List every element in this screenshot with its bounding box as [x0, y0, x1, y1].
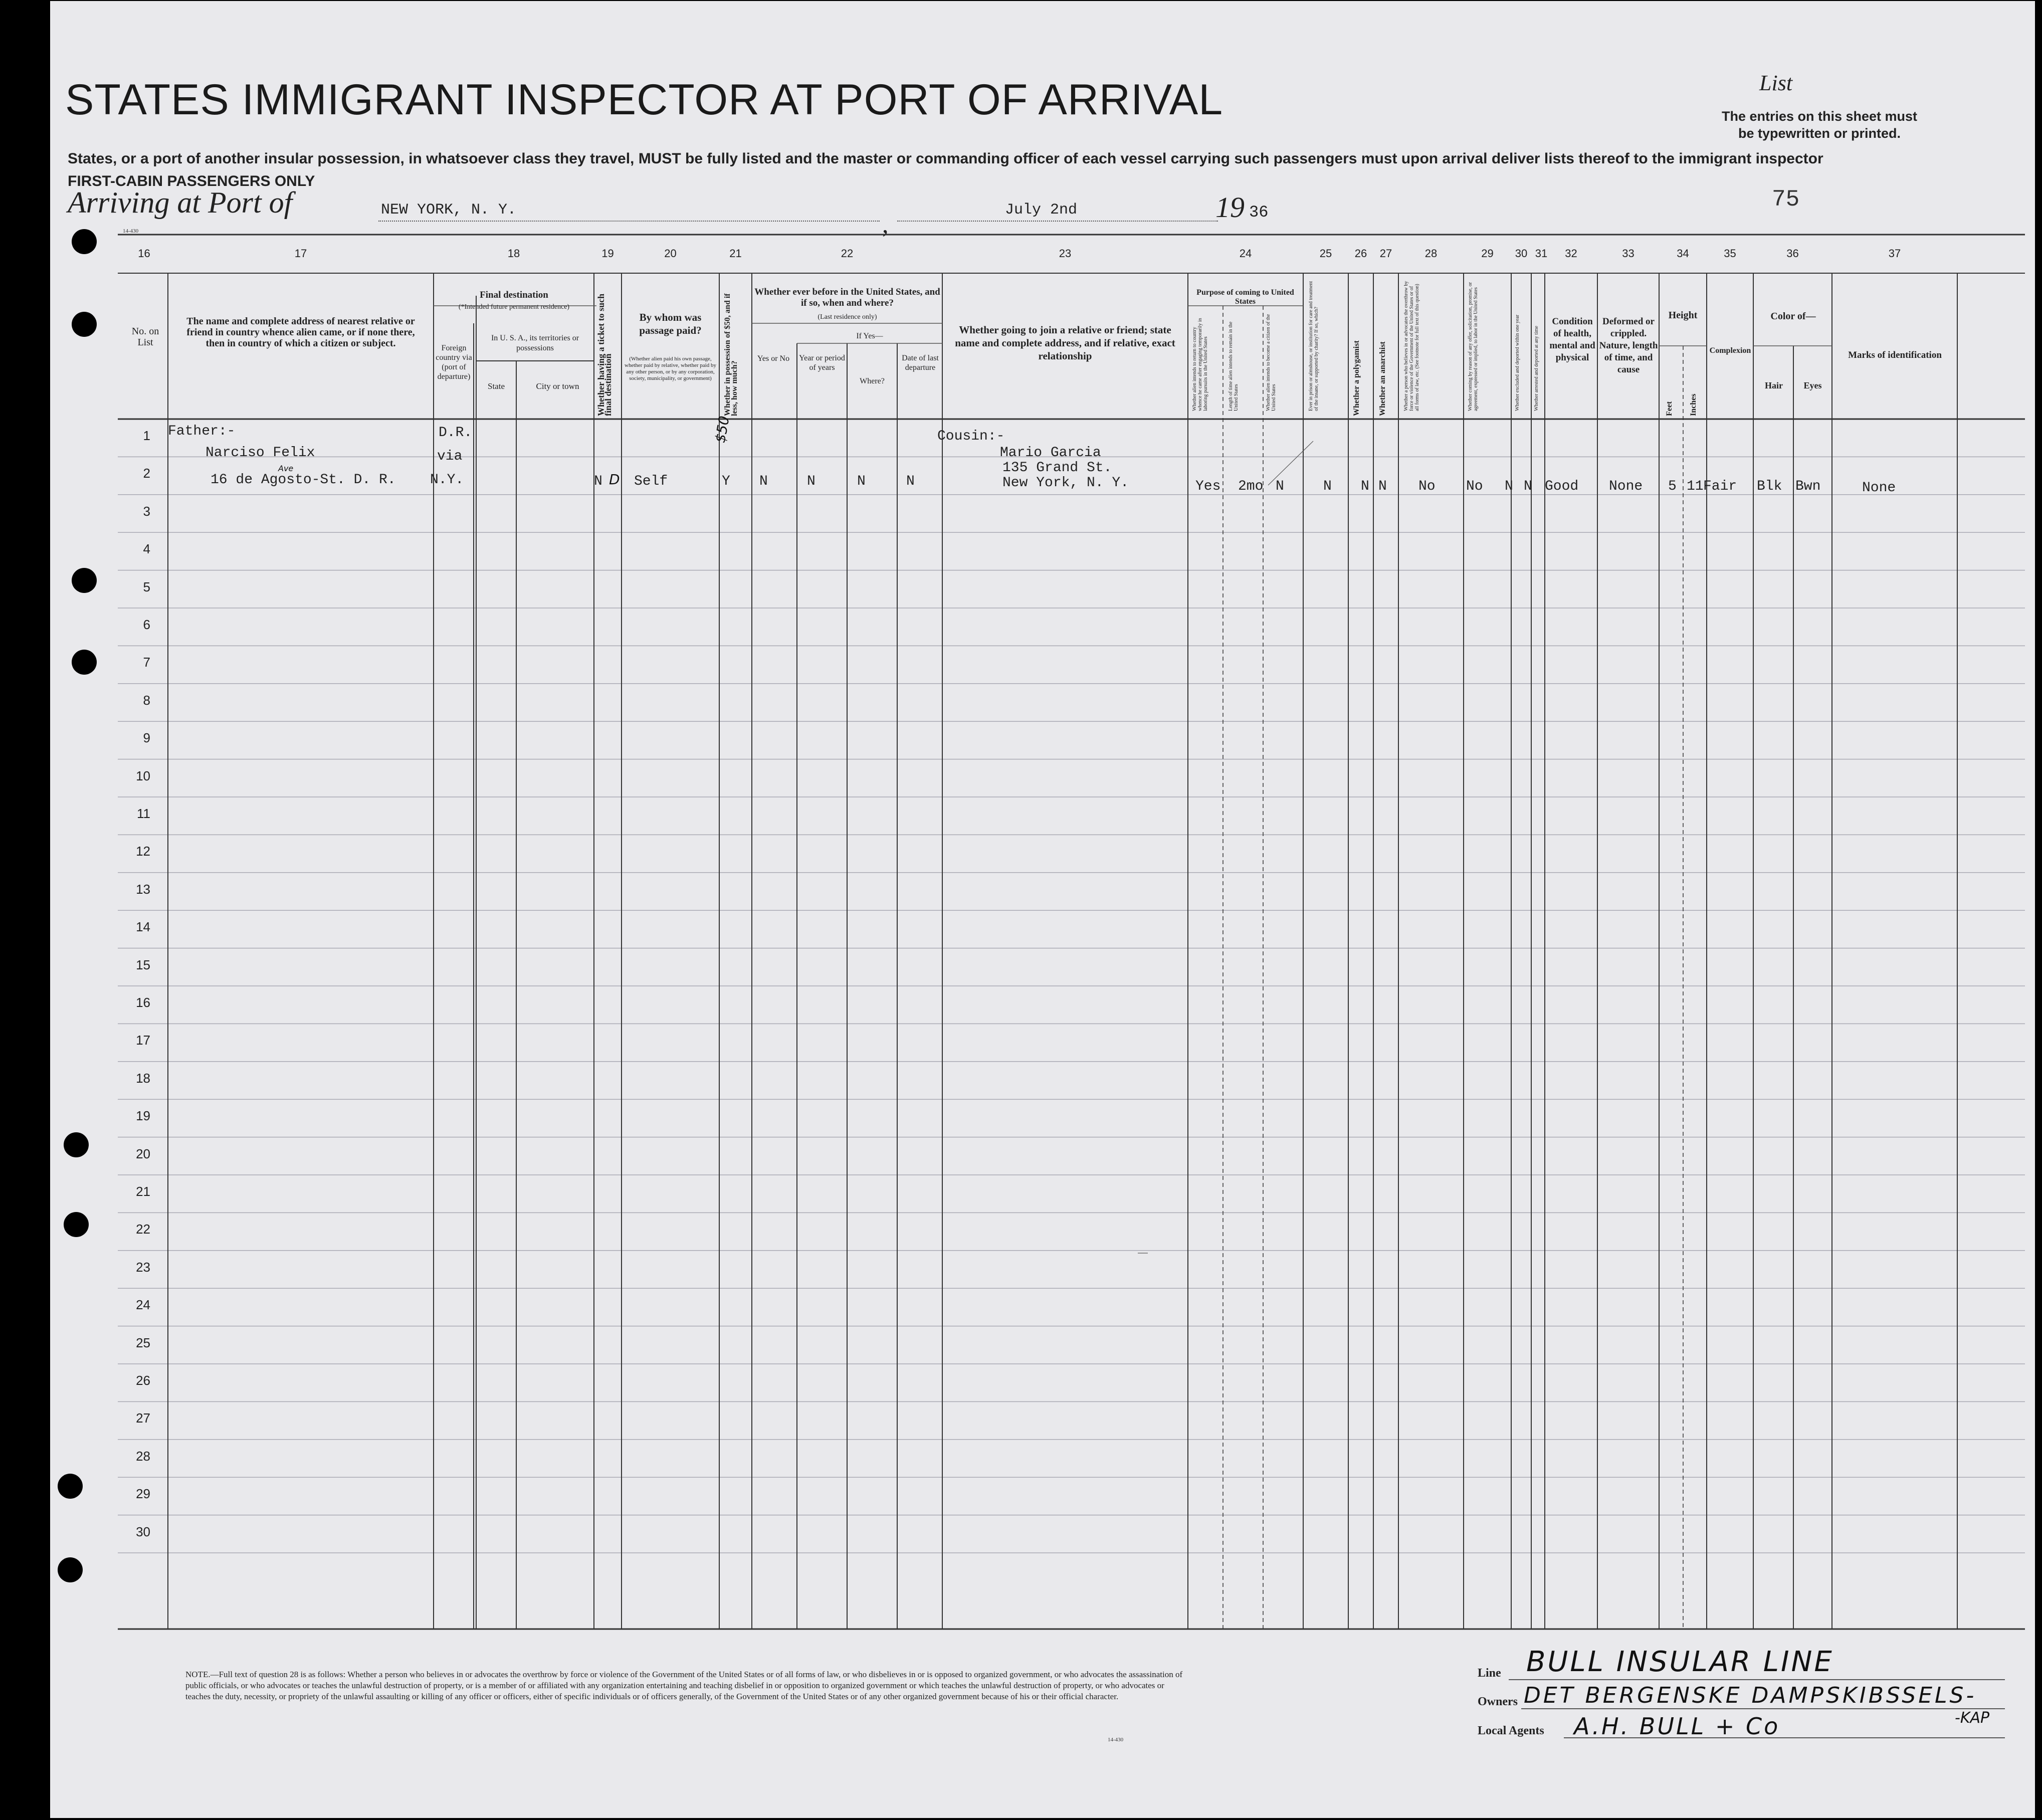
hair-value: Blk	[1757, 479, 1782, 494]
form-title: STATES IMMIGRANT INSPECTOR AT PORT OF ARRIVAL	[65, 76, 1223, 124]
join-name: Mario Garcia	[1000, 445, 1101, 461]
header-complexion: Complexion	[1709, 346, 1751, 355]
year-value: N	[807, 474, 815, 489]
header-year: Year or period of years	[799, 354, 845, 372]
col-num-30: 30	[1515, 247, 1528, 260]
footer-form-code: 14-430	[1108, 1737, 1124, 1743]
header-height: Height	[1668, 310, 1698, 321]
header-eyes: Eyes	[1803, 380, 1822, 390]
col-num-26: 26	[1354, 247, 1367, 260]
header-feet: Feet	[1665, 401, 1674, 416]
row-number: 8	[143, 692, 150, 708]
header-usa: In U. S. A., its territories or possessions	[491, 334, 579, 352]
col-num-34: 34	[1677, 247, 1689, 260]
col-num-33: 33	[1622, 247, 1635, 260]
ticket-value: N	[594, 474, 602, 489]
row-number: 26	[136, 1373, 150, 1388]
header-inches: Inches	[1689, 393, 1698, 416]
join-relation: Cousin:-	[937, 429, 1005, 444]
col-num-31: 31	[1535, 247, 1548, 260]
header-yes-no: Yes or No	[757, 354, 790, 363]
row-number: 12	[136, 844, 150, 859]
entries-note: The entries on this sheet must be typewritten or printed.	[1721, 109, 1918, 141]
owners-value: DET BERGENSKE DAMPSKIBSSELS-	[1524, 1683, 1977, 1708]
relative-relation: Father:-	[168, 424, 236, 439]
col-num-23: 23	[1059, 247, 1072, 260]
row-number: 21	[136, 1184, 150, 1199]
footnote: NOTE.—Full text of question 28 is as follows: Whether a person who believes in or advocates the overthrow by force or violence of the Government of the United States or of all forms of law, or who disbelieves in or is opposed to organized government, or who advocates the assassination of public officials, or who advocates or teaches the unlawful destruction of property, or is a member of or affiliated with any organization entertaining and teaching disbelief in or opposition to organized government or which teaches the unlawful destruction of property, or who advocates or teaches the duty, necessity, or propriety of the unlawful assaulting or killing of any officer or officers, either of specific individuals or of officers generally, of the Government of the United States or of any other organized government because of his or their official character.	[185, 1670, 1183, 1701]
row-number: 13	[136, 881, 150, 897]
row-number: 29	[136, 1486, 150, 1502]
row-number: 19	[136, 1108, 150, 1124]
header-final-destination: Final destination	[480, 290, 548, 300]
col-num-27: 27	[1379, 247, 1392, 260]
header-marks: Marks of identification	[1848, 350, 1942, 360]
arriving-label: Arriving at Port of	[68, 186, 293, 219]
row-number: 18	[136, 1070, 150, 1086]
passenger-class: FIRST-CABIN PASSENGERS ONLY	[68, 173, 315, 189]
header-no-on-list: No. on List	[131, 326, 159, 348]
polygamist-value: N	[1361, 479, 1369, 494]
citizen-intent: N	[1276, 479, 1284, 494]
col-num-17: 17	[294, 247, 307, 260]
header-city: City or town	[536, 381, 579, 391]
marks-value: None	[1862, 480, 1896, 496]
page-number: 75	[1772, 186, 1800, 213]
header-where: Where?	[860, 377, 885, 385]
header-deformed: Deformed or crippled. Nature, length of time, and cause	[1599, 316, 1658, 375]
row-number: 5	[143, 579, 150, 594]
col-num-25: 25	[1319, 247, 1332, 260]
where-value: N	[857, 474, 866, 489]
height-inches: 11	[1687, 479, 1704, 494]
col-num-21: 21	[729, 247, 742, 260]
eyes-value: Bwn	[1795, 479, 1821, 494]
row-number: 24	[136, 1297, 150, 1313]
relative-address: 16 de Agosto-St. D. R.	[211, 472, 396, 488]
overthrow-value: No	[1418, 479, 1436, 494]
purpose-return: Yes	[1195, 479, 1221, 494]
row-number: 11	[137, 806, 150, 821]
row-number: 4	[143, 541, 150, 557]
col-num-19: 19	[601, 247, 614, 260]
agents-value: A.H. BULL + Co	[1574, 1713, 1780, 1740]
col-num-20: 20	[664, 247, 677, 260]
excluded-value: N	[1505, 479, 1513, 494]
relative-name: Narciso Felix	[206, 445, 315, 461]
header-join-relative: Whether going to join a relative or friend; state name and complete address, and if relative, exact relationship	[955, 324, 1175, 362]
col-num-22: 22	[841, 247, 854, 260]
col-num-32: 32	[1565, 247, 1577, 260]
complexion-value: Fair	[1703, 479, 1737, 494]
header-prison: Ever in prison or almshouse, or institution for care and treatment of the insane, or supported by charity? If so, which?	[1308, 281, 1319, 411]
money-value: Y	[722, 474, 730, 489]
col-num-37: 37	[1888, 247, 1901, 260]
row-number: 22	[136, 1222, 150, 1237]
join-address-2: New York, N. Y.	[1002, 475, 1129, 491]
header-ticket: Whether having a ticket to such final destination	[596, 293, 613, 416]
line-value: BULL INSULAR LINE	[1526, 1646, 1834, 1678]
owners-label: Owners	[1478, 1695, 1518, 1708]
col-num-16: 16	[138, 247, 150, 260]
header-offer: Whether coming by reason of any offer, solicitation, promise, or agreement, expressed or implied, to labor in the United States	[1468, 282, 1479, 411]
row-number: 14	[136, 919, 150, 935]
row-number: 23	[136, 1259, 150, 1275]
join-address-1: 135 Grand St.	[1002, 460, 1112, 476]
row-number: 10	[136, 768, 150, 783]
header-foreign-country: Foreign country via (port of departure)	[436, 344, 472, 381]
header-polygamist: Whether a polygamist	[1352, 340, 1361, 416]
header-anarchist: Whether an anarchist	[1378, 341, 1387, 416]
port-of-departure: N.Y.	[430, 472, 464, 488]
header-date-departure: Date of last departure	[902, 354, 939, 372]
row-number: 28	[136, 1448, 150, 1464]
row-number: 16	[136, 995, 150, 1010]
form-instructions: States, or a port of another insular possession, in whatsoever class they travel, MUST be fully listed and the master or commanding officer of each vessel carrying such passengers must upon arrival deliver lists thereof to the immigrant inspector	[68, 150, 1823, 167]
agents-label: Local Agents	[1478, 1724, 1544, 1737]
row-number: 27	[136, 1410, 150, 1426]
header-state: State	[488, 381, 505, 391]
row-number: 30	[136, 1524, 150, 1539]
col-num-35: 35	[1724, 247, 1736, 260]
port-value: NEW YORK, N. Y.	[381, 201, 517, 219]
height-feet: 5	[1668, 479, 1677, 494]
passage-paid-by: Self	[634, 474, 668, 489]
prison-value: N	[1323, 479, 1332, 494]
header-passage-paid: By whom was passage paid?	[639, 311, 702, 336]
col-num-24: 24	[1239, 247, 1252, 260]
header-ever-before: Whether ever before in the United States, and if so, when and where?	[754, 287, 940, 308]
offer-value: No	[1466, 479, 1483, 494]
health-value: Good	[1545, 479, 1579, 494]
header-health: Condition of health, mental and physical	[1549, 316, 1595, 363]
header-fifty-dollars: Whether in possession of $50, and if less, how much?	[723, 293, 739, 416]
deformed-value: None	[1609, 479, 1643, 494]
row-number: 3	[143, 503, 150, 519]
form-code: 14-430	[123, 228, 139, 234]
header-hair: Hair	[1765, 380, 1783, 390]
year-suffix: 36	[1249, 203, 1269, 222]
header-relative: The name and complete address of nearest relative or friend in country whence alien came, or if none there, then in country of which a citizen or subject.	[186, 316, 415, 349]
list-label: List	[1759, 71, 1793, 95]
row-number: 17	[136, 1033, 150, 1048]
length-of-stay: 2mo	[1238, 479, 1264, 494]
col-num-29: 29	[1481, 247, 1494, 260]
row-number: 2	[143, 466, 150, 481]
row-number: 9	[143, 730, 150, 746]
anarchist-value: N	[1378, 479, 1387, 494]
col-num-18: 18	[507, 247, 520, 260]
ever-before-value: N	[759, 474, 768, 489]
header-excluded: Whether excluded and deported within one year	[1515, 314, 1520, 411]
departure-date-value: N	[906, 474, 915, 489]
row-number: 6	[143, 617, 150, 632]
header-overthrow: Whether a person who believes in or advocates the overthrow by force or violence of the Government of the United States or of all forms of law, etc. (See footnote for full text of this question)	[1403, 281, 1420, 411]
header-arrested: Whether arrested and deported at any time	[1534, 326, 1539, 411]
row-number: 20	[136, 1146, 150, 1161]
col-num-28: 28	[1424, 247, 1438, 260]
arrival-date: July 2nd	[1005, 201, 1078, 219]
header-color-of: Color of—	[1770, 311, 1816, 322]
arrested-value: N	[1524, 479, 1532, 494]
line-label: Line	[1478, 1667, 1501, 1680]
row-number: 7	[143, 655, 150, 670]
row-number: 15	[136, 957, 150, 972]
header-purpose: Purpose of coming to United States	[1196, 288, 1294, 306]
col-num-36: 36	[1786, 247, 1799, 260]
foreign-country: D.R.	[439, 425, 473, 441]
row-number: 1	[143, 428, 150, 443]
row-number: 25	[136, 1335, 150, 1350]
year-prefix: 19	[1215, 191, 1245, 224]
